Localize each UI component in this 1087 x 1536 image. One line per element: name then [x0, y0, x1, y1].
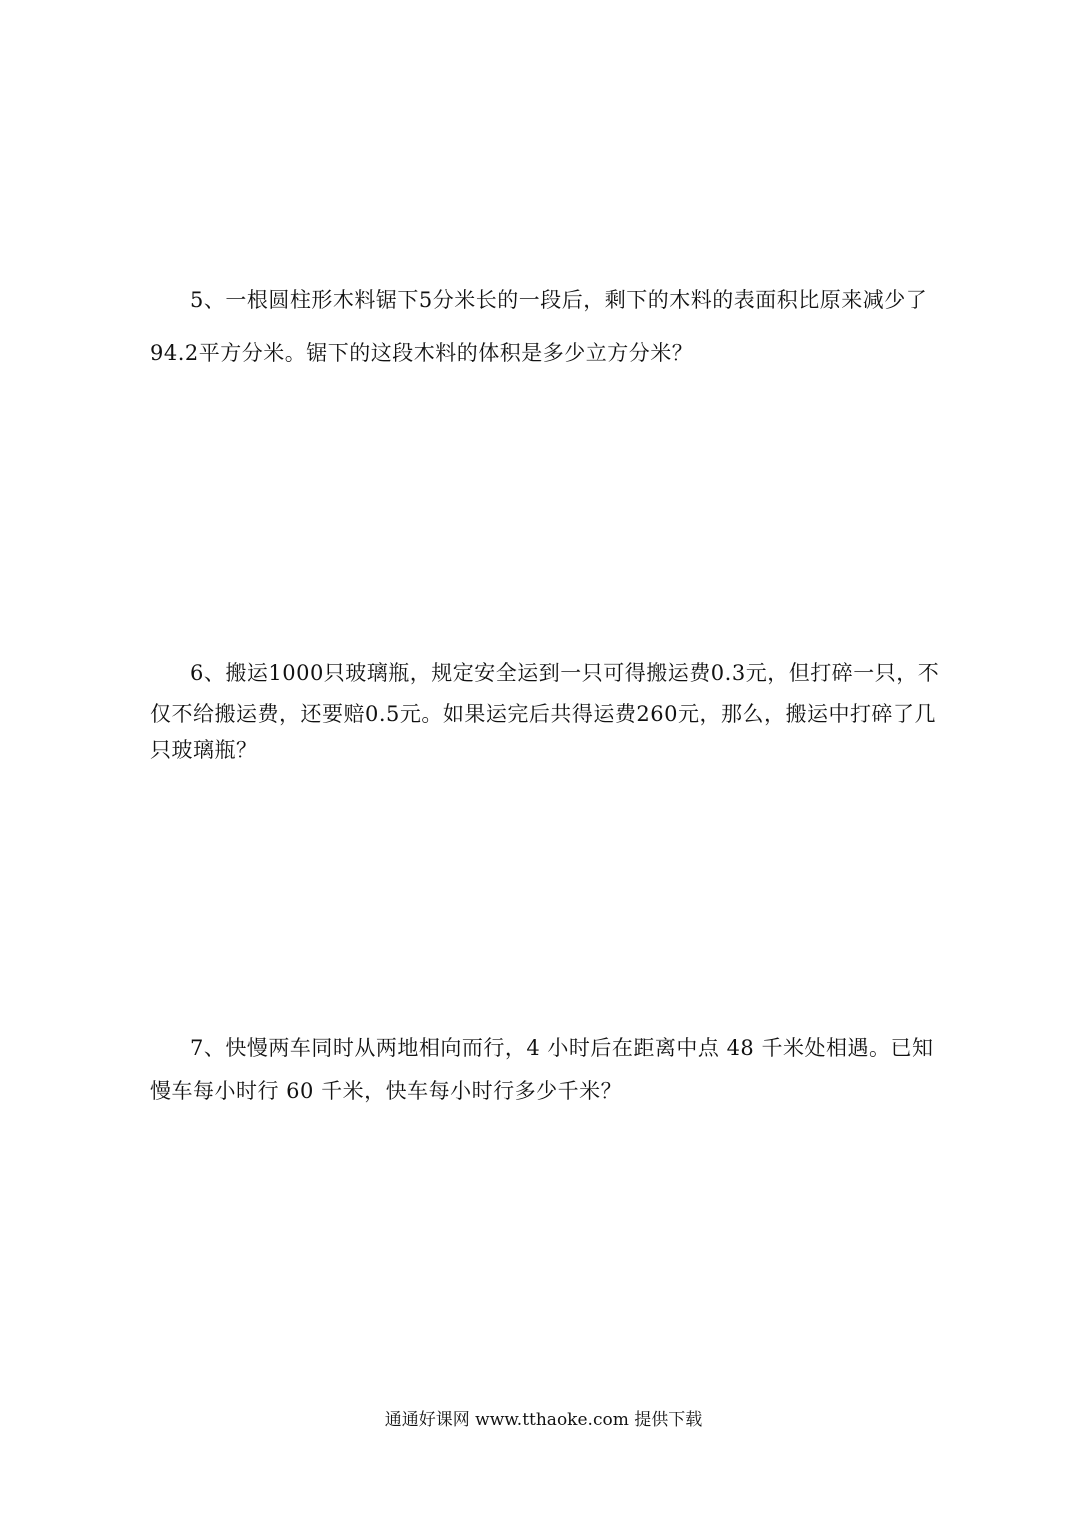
page-footer: 通通好课网 www.tthaoke.com 提供下载: [384, 1410, 703, 1430]
question-7-line-1: 7、快慢两车同时从两地相向而行，4 小时后在距离中点 48 千米处相遇。已知: [190, 1036, 934, 1060]
question-7-line-2: 慢车每小时行 60 千米，快车每小时行多少千米？: [150, 1079, 623, 1103]
question-6-line-1: 6、搬运1000只玻璃瓶，规定安全运到一只可得搬运费0.3元，但打碎一只，不: [190, 661, 940, 685]
question-5-line-2: 94.2平方分米。锯下的这段木料的体积是多少立方分米？: [150, 341, 694, 365]
question-6-line-2: 仅不给搬运费，还要赔0.5元。如果运完后共得运费260元，那么，搬运中打碎了几: [150, 702, 936, 726]
question-5-line-1: 5、一根圆柱形木料锯下5分米长的一段后，剩下的木料的表面积比原来减少了: [190, 288, 928, 312]
question-6-line-3: 只玻璃瓶？: [150, 738, 258, 762]
